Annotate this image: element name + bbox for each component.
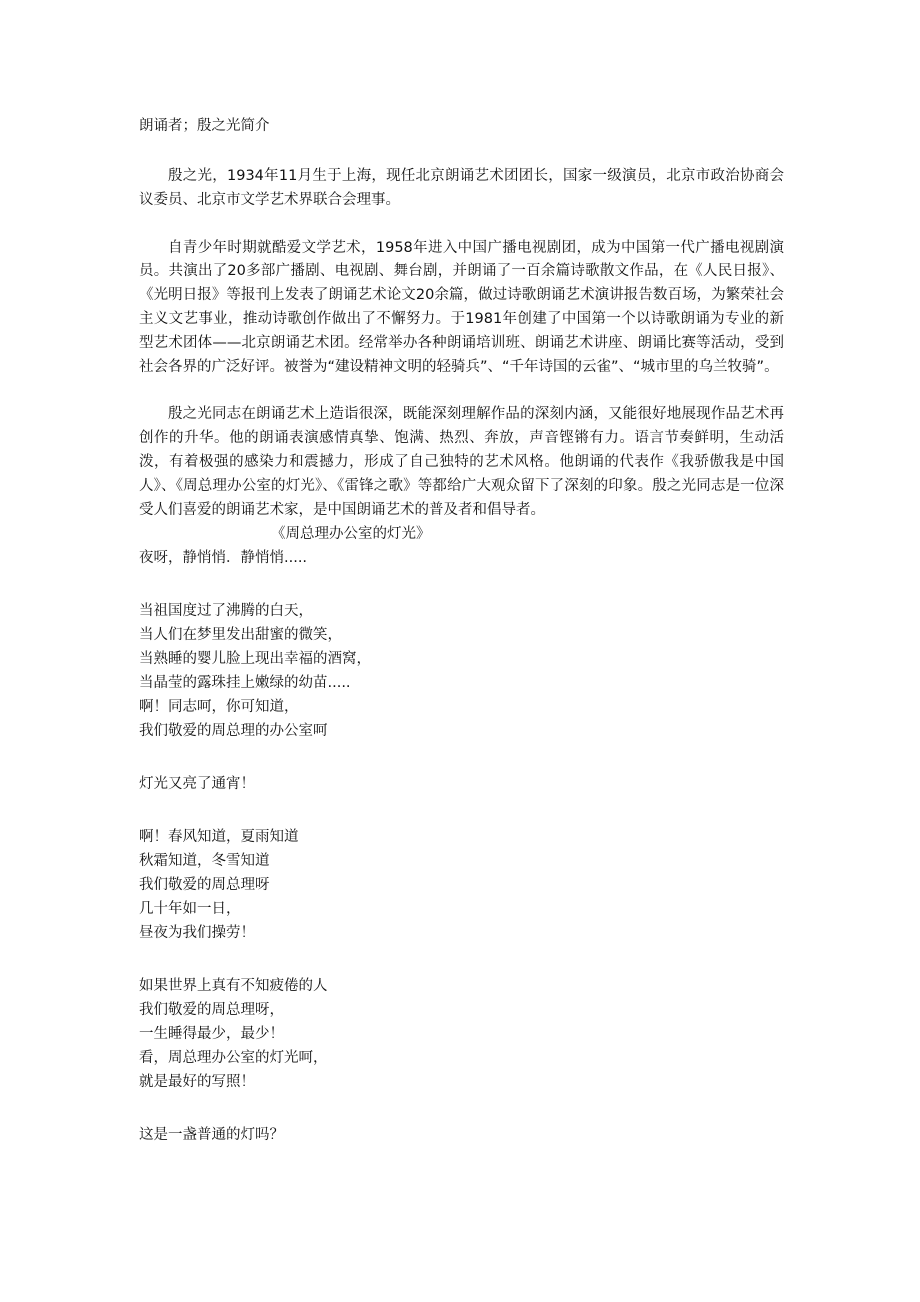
poem-opening-line: 夜呀，静悄悄．静悄悄..... (139, 550, 308, 567)
poem-line: 看，周总理办公室的灯光呵， (139, 1050, 328, 1067)
poem-line: 就是最好的写照！ (139, 1074, 255, 1091)
stanza-gap (139, 945, 784, 974)
bio-paragraph-3: 殷之光同志在朗诵艺术上造诣很深，既能深刻理解作品的深刻内涵，又能很好地展现作品艺术再创作的升华。他的朗诵表演感情真挚、饱满、热烈、奔放，声音铿锵有力。语言节奏鲜明，生动活泼，有着极强的感染力和震撼力，形成了自己独特的艺术风格。他朗诵的代表作《我骄傲我是中国人》、《周总理办公室的灯光》、《雷锋之歌》等都给广大观众留下了深刻的印象。殷之光同志是一位深受人们喜爱的朗诵艺术家，是中国朗诵艺术的普及者和倡导者。 (139, 406, 784, 518)
poem-line: 当人们在梦里发出甜蜜的微笑， (139, 627, 342, 644)
stanza-gap (139, 1094, 784, 1123)
poem-stanza-1 (139, 599, 784, 743)
poem-line: 一生睡得最少，最少！ (139, 1026, 284, 1043)
poem-line: 我们敬爱的周总理的办公室呵 (139, 723, 328, 740)
poem-line: 当祖国度过了沸腾的白天， (139, 603, 313, 620)
poem-line: 如果世界上真有不知疲倦的人 (139, 978, 328, 995)
document-page (139, 114, 784, 1147)
poem-line: 昼夜为我们操劳！ (139, 925, 255, 942)
poem-line: 几十年如一日， (139, 901, 241, 918)
poem-line: 当熟睡的婴儿脸上现出幸福的酒窝， (139, 651, 371, 668)
stanza-gap (139, 743, 784, 772)
poem-line: 秋霜知道，冬雪知道 (139, 853, 270, 870)
poem-title: 《周总理办公室的灯光》 (271, 526, 431, 543)
poem-line: 啊！同志呵，你可知道， (139, 699, 299, 716)
bio-paragraph-1: 殷之光，1934年11月生于上海，现任北京朗诵艺术团团长，国家一级演员，北京市政治协商会议委员、北京市文学艺术界联合会理事。 (139, 168, 784, 208)
poem-stanza-4 (139, 974, 784, 1094)
poem-line: 啊！春风知道，夏雨知道 (139, 829, 299, 846)
page-title: 朗诵者；殷之光简介 (139, 118, 270, 134)
poem-stanza-3 (139, 825, 784, 945)
poem-stanza-5: 这是一盏普通的灯吗？ (139, 1127, 284, 1144)
stanza-gap (139, 796, 784, 825)
poem-line: 我们敬爱的周总理呀， (139, 1002, 284, 1019)
poem-stanza-2: 灯光又亮了通宵！ (139, 776, 255, 793)
poem-line: 当晶莹的露珠挂上嫩绿的幼苗..... (139, 675, 351, 692)
poem-line: 我们敬爱的周总理呀 (139, 877, 270, 894)
bio-paragraph-2: 自青少年时期就酷爱文学艺术，1958年进入中国广播电视剧团，成为中国第一代广播电视剧演员。共演出了20多部广播剧、电视剧、舞台剧，并朗诵了一百余篇诗歌散文作品，在《人民日报》、《光明日报》等报刊上发表了朗诵艺术论文20余篇，做过诗歌朗诵艺术演讲报告数百场，为繁荣社会主义文艺事业，推动诗歌创作做出了不懈努力。于1981年创建了中国第一个以诗歌朗诵为专业的新型艺术团体——北京朗诵艺术团。经常举办各种朗诵培训班、朗诵艺术讲座、朗诵比赛等活动，受到社会各界的广泛好评。被誉为“建设精神文明的轻骑兵”、“千年诗国的云雀”、“城市里的乌兰牧骑”。 (139, 239, 784, 375)
stanza-gap (139, 570, 784, 599)
